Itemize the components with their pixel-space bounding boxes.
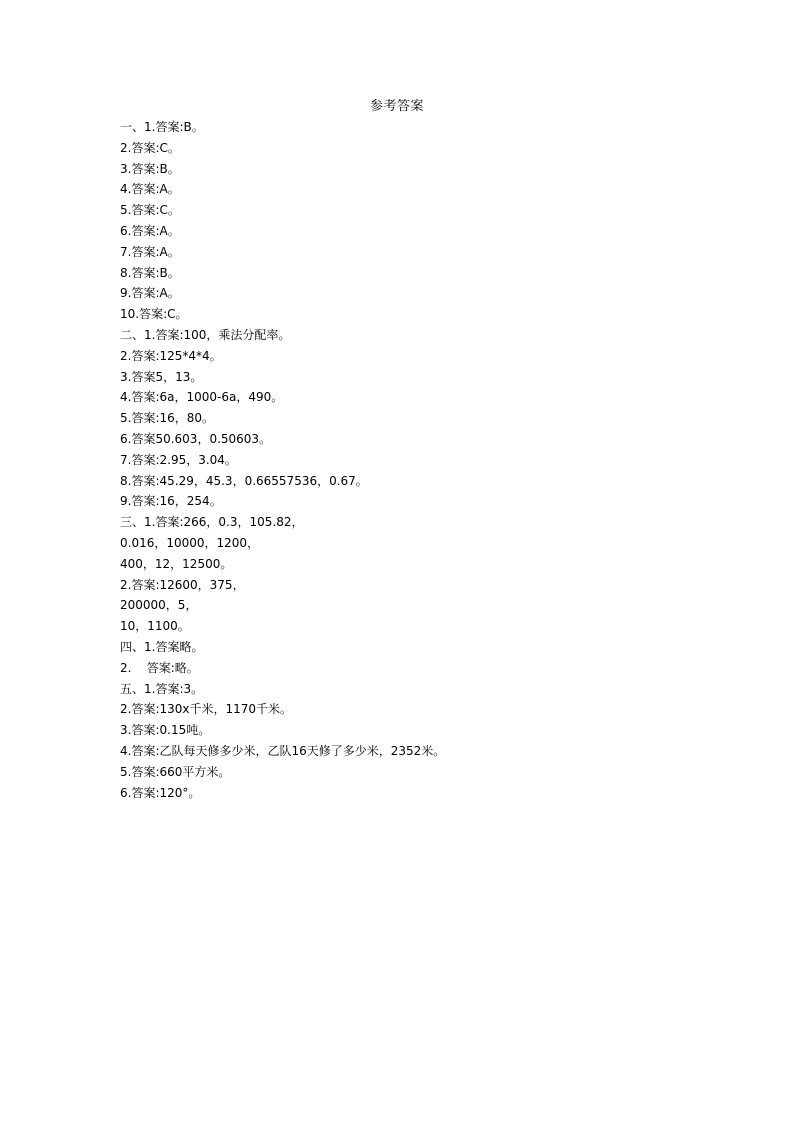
answer-line: 2. 答案:略。 [120, 660, 199, 675]
answer-line: 二、1.答案:100，乘法分配率。 [120, 327, 291, 342]
answer-line: 五、1.答案:3。 [120, 681, 204, 696]
answer-line: 8.答案:45.29，45.3，0.66557536，0.67。 [120, 473, 368, 488]
answer-line: 400，12，12500。 [120, 556, 233, 571]
answer-line: 0.016，10000，1200， [120, 535, 260, 550]
answer-line: 6.答案50.603，0.50603。 [120, 431, 272, 446]
answer-line: 2.答案:12600，375， [120, 577, 245, 592]
answer-line: 10，1100。 [120, 619, 190, 634]
answer-line: 5.答案:C。 [120, 203, 180, 218]
answer-line: 一、1.答案:B。 [120, 120, 204, 134]
answer-line: 四、1.答案略。 [120, 639, 204, 654]
answer-line: 2.答案:130x千米，1170千米。 [120, 702, 293, 717]
page-title: 参考答案 [369, 99, 424, 114]
answer-line: 4.答案:6a，1000-6a，490。 [120, 390, 284, 405]
answer-line: 3.答案5，13。 [120, 369, 203, 384]
answer-line: 8.答案:B。 [120, 265, 180, 280]
answer-line: 6.答案:A。 [120, 223, 180, 238]
answer-line: 7.答案:A。 [120, 244, 180, 259]
answer-line: 2.答案:125*4*4。 [120, 348, 222, 363]
answer-line: 5.答案:16，80。 [120, 411, 215, 426]
answer-line: 2.答案:C。 [120, 140, 180, 155]
answer-line: 5.答案:660平方米。 [120, 764, 231, 779]
answer-line: 7.答案:2.95，3.04。 [120, 452, 237, 467]
answer-line: 10.答案:C。 [120, 307, 188, 322]
answer-line: 4.答案:A。 [120, 182, 180, 197]
answer-line: 4.答案:乙队每天修多少米，乙队16天修了多少米，2352米。 [120, 743, 446, 758]
answer-list [120, 117, 445, 803]
answer-line: 3.答案:0.15吨。 [120, 723, 211, 738]
answer-line: 3.答案:B。 [120, 161, 180, 176]
answer-line: 9.答案:16，254。 [120, 494, 222, 509]
answer-line: 6.答案:120°。 [120, 785, 201, 800]
answer-line: 三、1.答案:266，0.3，105.82， [120, 515, 304, 530]
answer-line: 9.答案:A。 [120, 286, 180, 301]
answer-line: 200000，5， [120, 598, 198, 613]
